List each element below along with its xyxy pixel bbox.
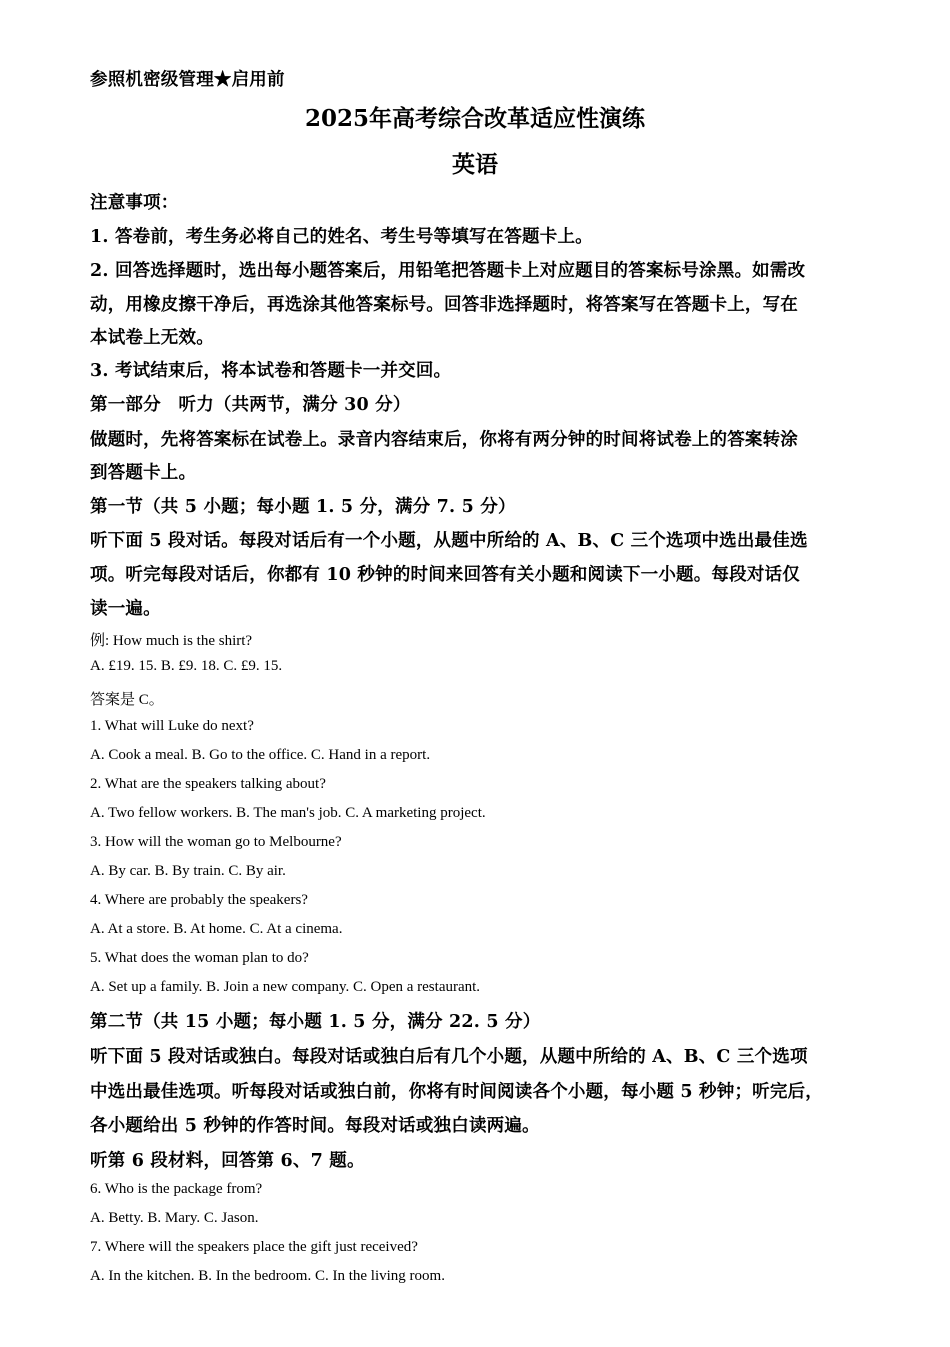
question-2: 2. What are the speakers talking about?	[90, 776, 326, 792]
notice-item-1: 1. 答卷前，考生务必将自己的姓名、考生号等填写在答题卡上。	[90, 227, 593, 247]
subject-title: 英语	[452, 151, 498, 178]
question-6-options: A. Betty. B. Mary. C. Jason.	[90, 1210, 259, 1226]
section2-intro-line-3: 各小题给出 5 秒钟的作答时间。每段对话或独白读两遍。	[90, 1116, 540, 1136]
question-5-options: A. Set up a family. B. Join a new company. C. Open a restaurant.	[90, 979, 481, 995]
exam-title: 2025年高考综合改革适应性演练	[304, 105, 645, 132]
example-question: 例: How much is the shirt?	[90, 633, 253, 649]
question-3-options: A. By car. B. By train. C. By air.	[90, 863, 286, 879]
section1-intro-line-3: 读一遍。	[90, 599, 161, 619]
question-2-options: A. Two fellow workers. B. The man's job. C. A marketing project.	[90, 805, 486, 821]
section1-intro-line-1: 听下面 5 段对话。每段对话后有一个小题，从题中所给的 A、B、C 三个选项中选出最佳选	[90, 531, 808, 551]
question-7: 7. Where will the speakers place the gift just received?	[90, 1239, 418, 1255]
notice-heading: 注意事项：	[90, 193, 179, 213]
section1-heading: 第一节（共 5 小题；每小题 1. 5 分，满分 7. 5 分）	[90, 497, 516, 517]
question-4-options: A. At a store. B. At home. C. At a cinema.	[90, 921, 343, 937]
notice-item-3: 3. 考试结束后，将本试卷和答题卡一并交回。	[90, 361, 452, 381]
section2-intro-line-1: 听下面 5 段对话或独白。每段对话或独白后有几个小题，从题中所给的 A、B、C 三个选项	[90, 1047, 808, 1067]
section2-heading: 第二节（共 15 小题；每小题 1. 5 分，满分 22. 5 分）	[90, 1012, 541, 1032]
part1-intro-line-2: 到答题卡上。	[90, 463, 197, 483]
notice-item-2-line-1: 2. 回答选择题时，选出每小题答案后，用铅笔把答题卡上对应题目的答案标号涂黑。如需改	[90, 261, 806, 281]
question-4: 4. Where are probably the speakers?	[90, 892, 308, 908]
example-answer: 答案是 C。	[90, 692, 164, 708]
question-1-options: A. Cook a meal. B. Go to the office. C. Hand in a report.	[90, 747, 431, 763]
notice-item-2-line-3: 本试卷上无效。	[90, 328, 214, 348]
example-options: A. £19. 15. B. £9. 18. C. £9. 15.	[90, 658, 283, 674]
part1-intro-line-1: 做题时，先将答案标在试卷上。录音内容结束后，你将有两分钟的时间将试卷上的答案转涂	[90, 430, 798, 450]
material-6-heading: 听第 6 段材料，回答第 6、7 题。	[90, 1151, 365, 1171]
question-1: 1. What will Luke do next?	[90, 718, 254, 734]
question-6: 6. Who is the package from?	[90, 1181, 263, 1197]
section2-intro-line-2: 中选出最佳选项。听每段对话或独白前，你将有时间阅读各个小题，每小题 5 秒钟；听完后，	[90, 1082, 823, 1102]
question-5: 5. What does the woman plan to do?	[90, 950, 309, 966]
section1-intro-line-2: 项。听完每段对话后，你都有 10 秒钟的时间来回答有关小题和阅读下一小题。每段对话仅	[90, 565, 800, 585]
question-7-options: A. In the kitchen. B. In the bedroom. C. In the living room.	[90, 1268, 445, 1284]
notice-item-2-line-2: 动，用橡皮擦干净后，再选涂其他答案标号。回答非选择题时，将答案写在答题卡上，写在	[90, 295, 798, 315]
secrecy-label: 参照机密级管理★启用前	[90, 70, 285, 90]
part1-heading: 第一部分 听力（共两节，满分 30 分）	[90, 395, 411, 415]
question-3: 3. How will the woman go to Melbourne?	[90, 834, 342, 850]
